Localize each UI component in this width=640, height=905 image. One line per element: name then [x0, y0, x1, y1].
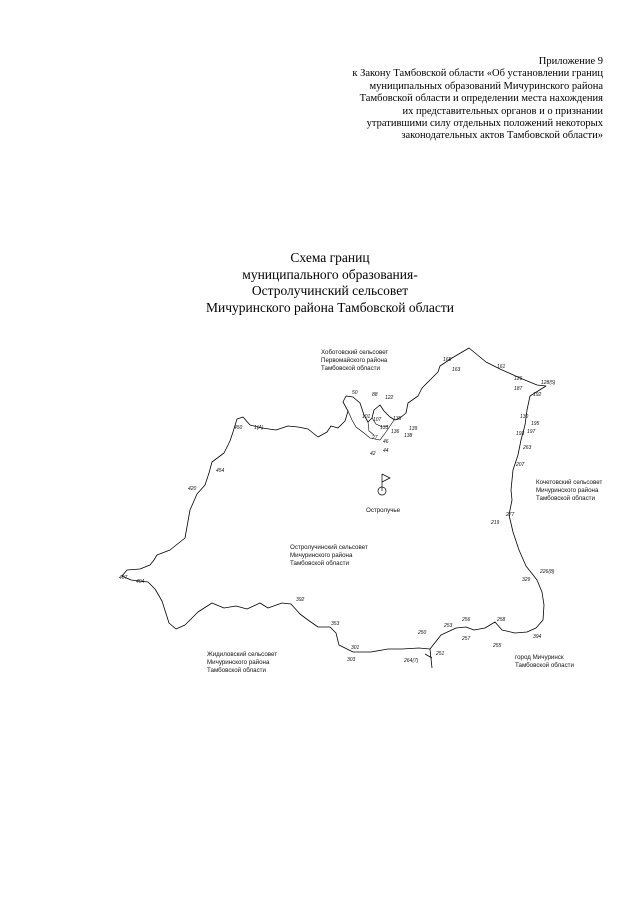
- region-khobotovsky-line2: Первомайского района: [321, 357, 388, 364]
- point-label: 251: [436, 651, 445, 657]
- point-label: 136: [391, 429, 400, 435]
- region-michurinsk-line1: город Мичуринск: [515, 654, 564, 661]
- point-label: 219: [491, 520, 500, 526]
- title-line: муниципального образования-: [242, 266, 418, 282]
- point-label: 107: [373, 417, 382, 423]
- point-label: 101: [362, 414, 371, 420]
- point-label: 353: [331, 621, 340, 627]
- point-label: 197: [527, 429, 536, 435]
- point-label: 133: [380, 425, 389, 431]
- boundary-ray: [425, 649, 432, 668]
- point-label: 454: [216, 468, 225, 474]
- point-label: 138: [404, 433, 413, 439]
- point-label: 394: [533, 634, 542, 640]
- region-ostroluchinsky-line1: Остролучинский сельсовет: [290, 544, 368, 551]
- appendix-line: утратившими силу отдельных положений некоторых: [366, 118, 603, 130]
- point-label: 192: [533, 392, 542, 398]
- point-label: 126: [514, 376, 523, 382]
- point-label: 303: [347, 657, 356, 663]
- appendix-line: к Закону Тамбовской области «Об установлении границ: [352, 68, 603, 80]
- appendix-line: их представительных органов и о признании: [402, 105, 603, 117]
- point-label: 1(А): [254, 425, 264, 431]
- point-label: 187: [514, 386, 523, 392]
- region-khobotovsky-line1: Хоботовский сельсовет: [321, 349, 389, 356]
- point-label: 130: [520, 414, 529, 420]
- appendix-line: Тамбовской области и определении места нахождения: [359, 93, 603, 105]
- point-label: 193: [516, 431, 525, 437]
- point-label: 139: [409, 426, 418, 432]
- title-line: Схема границ: [290, 250, 370, 265]
- point-label: 161: [497, 364, 506, 370]
- point-label: 450: [234, 425, 243, 431]
- region-kochetovsky-line2: Мичуринского района: [536, 487, 599, 494]
- point-label: 263: [523, 445, 532, 451]
- appendix-line: муниципальных образований Мичуринского района: [369, 80, 603, 92]
- point-label: 46: [383, 439, 389, 445]
- village-flag: [382, 474, 390, 482]
- point-label: 253: [444, 623, 453, 629]
- point-label: 264(7): [404, 658, 419, 664]
- village-label: Остролучье: [366, 507, 401, 514]
- point-label: 407: [119, 575, 128, 581]
- point-label: 195: [531, 421, 540, 427]
- point-label: 128(5): [541, 380, 556, 386]
- point-label: 257: [462, 636, 471, 642]
- point-label: 122: [385, 395, 394, 401]
- point-label: 44: [383, 448, 389, 454]
- point-label: 42: [370, 451, 376, 457]
- title-line: Остролучинский сельсовет: [251, 283, 409, 299]
- boundary-line: [122, 348, 546, 652]
- point-label: 88: [372, 392, 378, 398]
- point-label: 329: [522, 577, 531, 583]
- point-label: 420: [188, 486, 197, 492]
- point-label: 50: [352, 390, 358, 396]
- region-khobotovsky-line3: Тамбовской области: [321, 365, 380, 372]
- point-label: 226(8): [540, 569, 555, 575]
- point-label: 27: [372, 435, 378, 441]
- region-ostroluchinsky-line2: Мичуринского района: [290, 552, 353, 559]
- point-label: 250: [418, 630, 427, 636]
- point-label: 135: [393, 416, 402, 422]
- point-label: 207: [516, 462, 525, 468]
- point-label: 404: [136, 579, 145, 585]
- region-zhidilovsky-line2: Мичуринского района: [207, 659, 270, 666]
- region-zhidilovsky-line3: Тамбовской области: [207, 667, 266, 674]
- region-kochetovsky-line1: Кочетовский сельсовет: [536, 479, 603, 486]
- point-label: 277: [506, 512, 515, 518]
- region-zhidilovsky-line1: Жидиловский сельсовет: [207, 651, 278, 658]
- point-label: 301: [351, 645, 360, 651]
- point-label: 256: [462, 617, 471, 623]
- point-label: 168: [443, 357, 452, 363]
- point-label: 258: [497, 617, 506, 623]
- title-line: Мичуринского района Тамбовской области: [206, 299, 454, 315]
- appendix-line: законодательных актов Тамбовской области»: [401, 130, 603, 142]
- region-kochetovsky-line3: Тамбовской области: [536, 495, 595, 502]
- appendix-line: Приложение 9: [538, 56, 603, 67]
- point-label: 392: [296, 597, 305, 603]
- point-label: 163: [452, 367, 461, 373]
- region-michurinsk-line2: Тамбовской области: [515, 662, 574, 669]
- region-ostroluchinsky-line3: Тамбовской области: [290, 560, 349, 567]
- point-label: 255: [493, 643, 502, 649]
